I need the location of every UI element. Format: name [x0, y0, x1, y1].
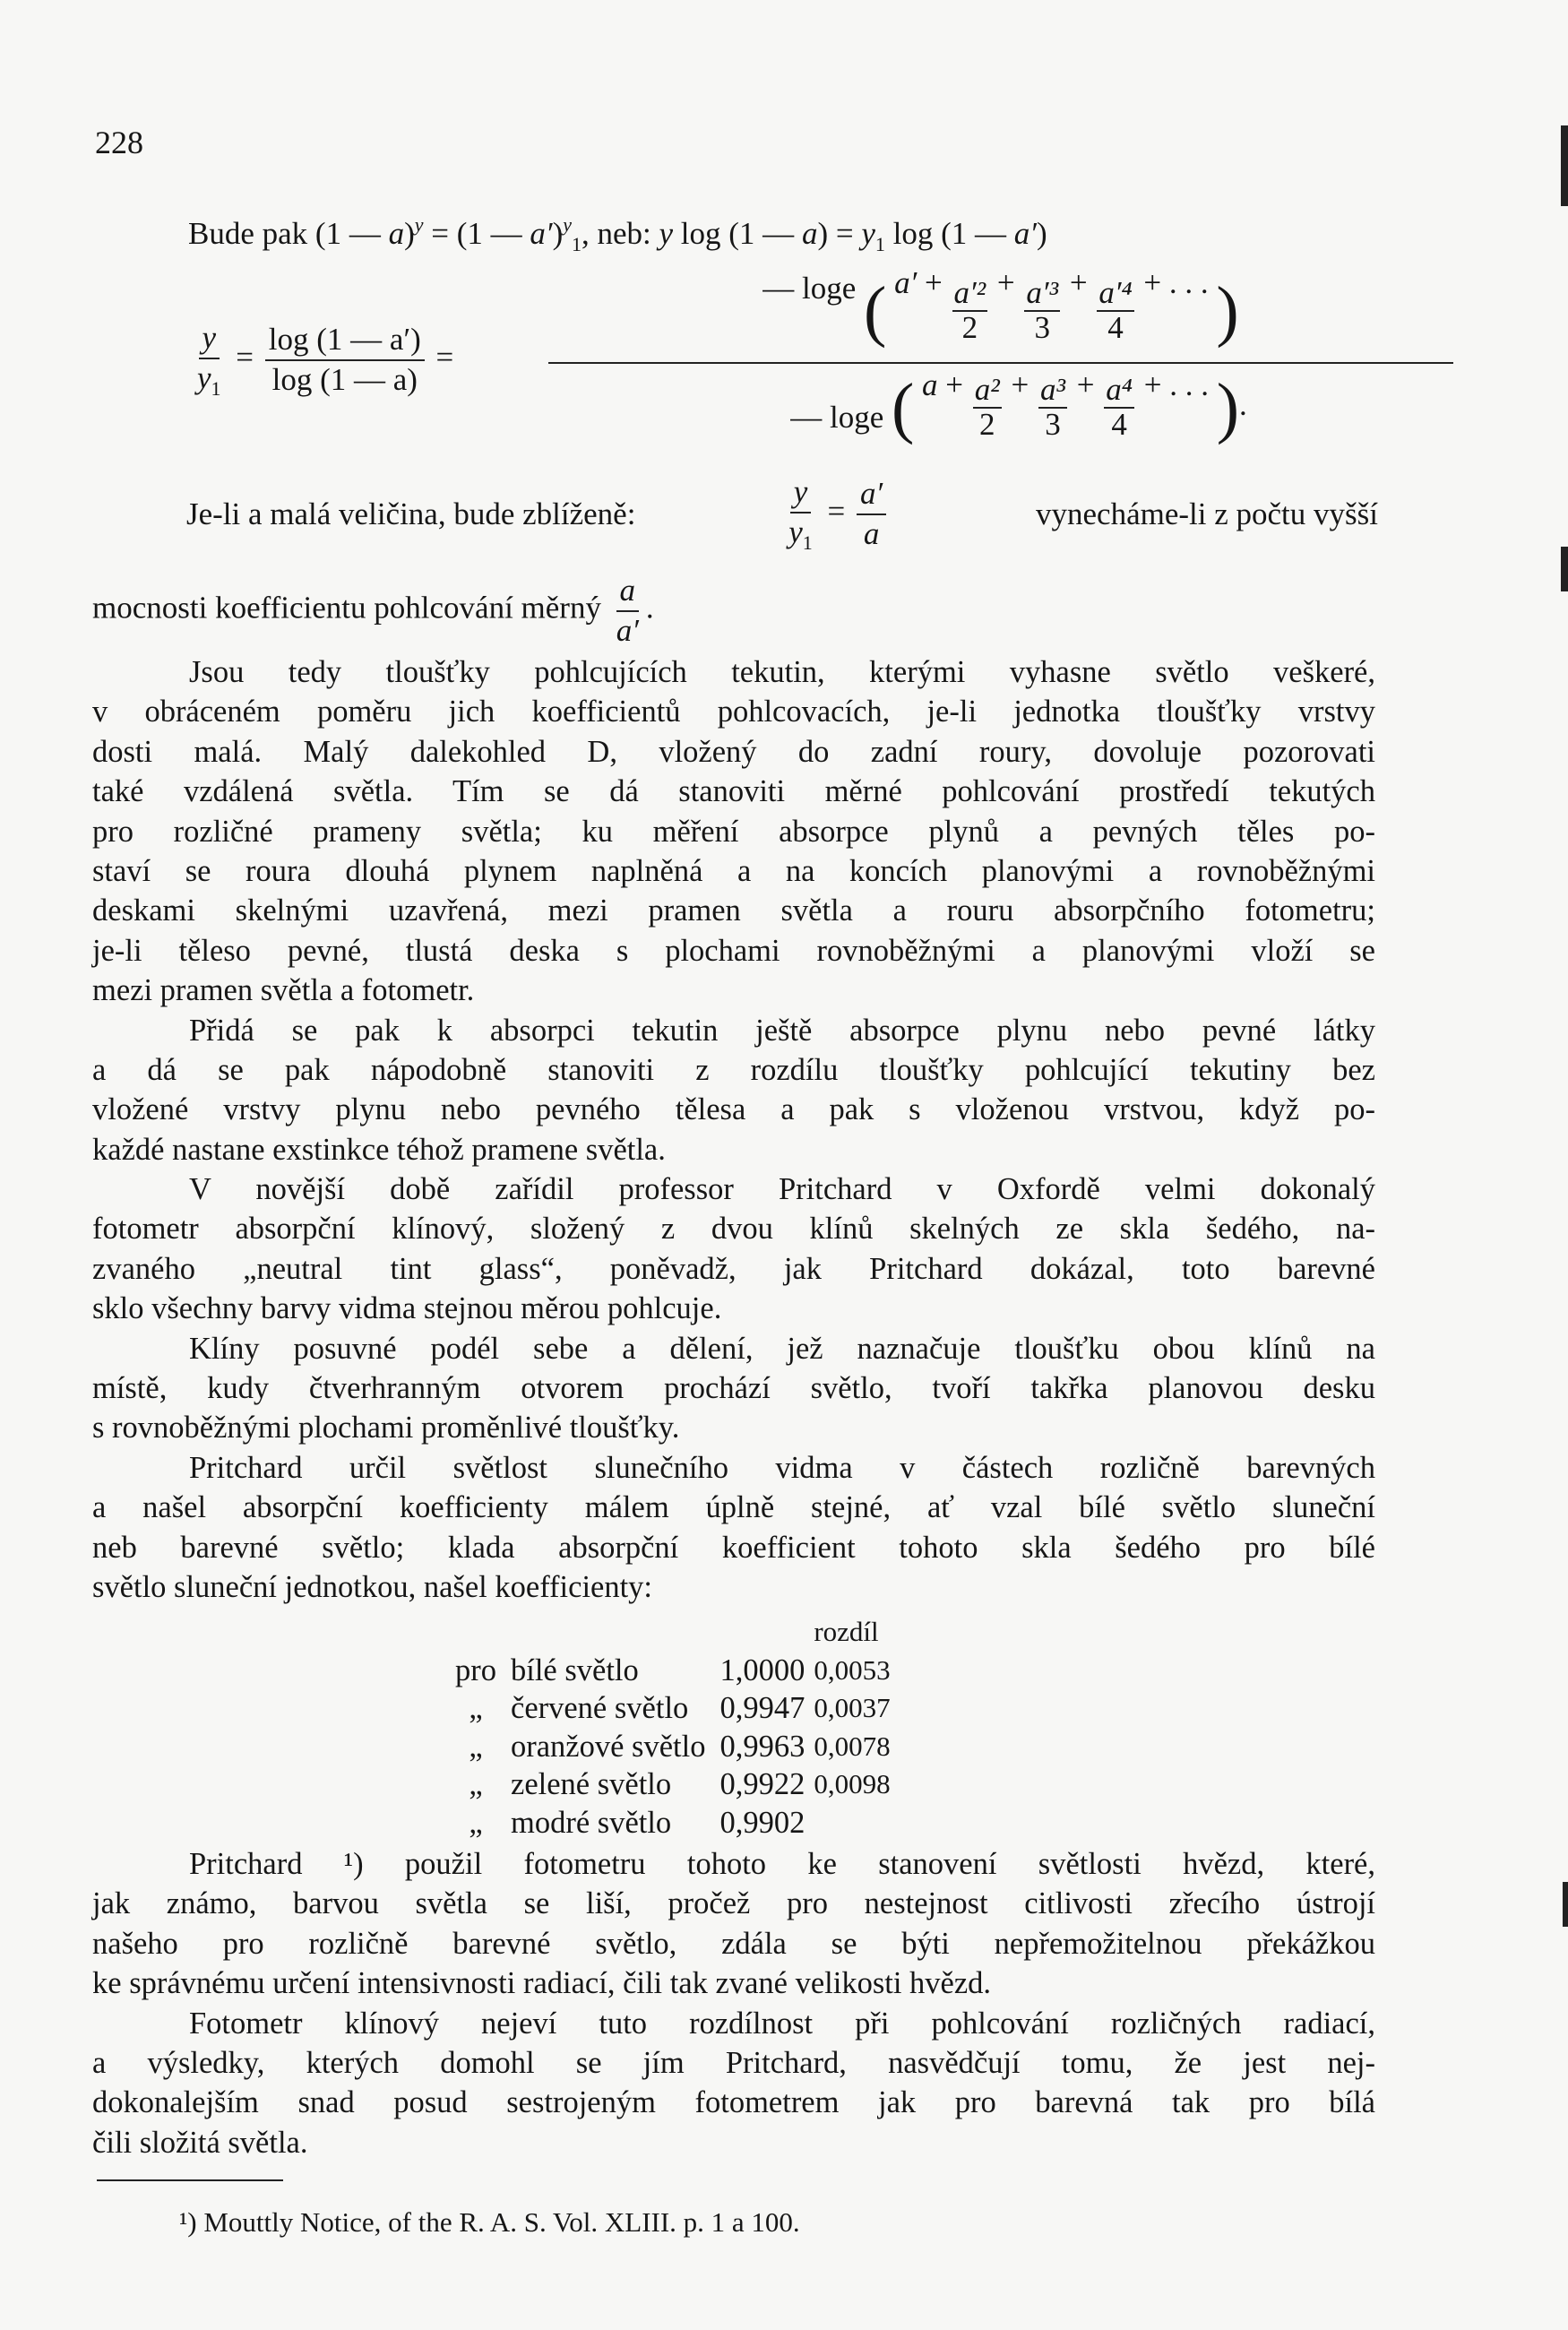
denominator: 4 — [1111, 406, 1127, 442]
text-line: Jsou tedy tloušťky pohlcujících tekutin, kterými vyhasne světlo veškeré, — [189, 655, 1375, 689]
cell-label: modré světlo — [511, 1805, 672, 1840]
term: a — [922, 367, 938, 402]
numerator: a — [616, 574, 640, 612]
text-line: a dá se pak nápodobně stanoviti z rozdílu tloušťky pohlcující tekutiny bez — [92, 1052, 1375, 1087]
text-line: Pritchard ¹) použil fotometru tohoto ke stanovení světlosti hvězd, které, — [189, 1847, 1375, 1881]
subscript: 1 — [802, 531, 813, 554]
term: a² — [974, 372, 1000, 408]
text-line: také vzdálená světla. Tím se dá stanoviti měrné pohlcování prostředí tekutých — [92, 774, 1375, 809]
denominator: a — [863, 515, 880, 551]
denominator: 2 — [961, 309, 978, 345]
numerator: y — [199, 321, 220, 359]
text-line: je-li těleso pevné, tlustá deska s plochami rovnoběžnými a planovými vloží se — [92, 933, 1375, 968]
ratio-a-a-prime — [613, 574, 642, 648]
term: a′⁴ — [1098, 275, 1133, 311]
table-row — [448, 1765, 898, 1804]
term: a′² — [953, 275, 986, 311]
text-line: sklo všechny barvy vidma stejnou měrou pohlcuje. — [92, 1291, 722, 1326]
math-segment: , neb: — [581, 216, 659, 251]
text-line: našeho pro rozličně barevné světlo, zdála se býti nepřemožitelnou překážkou — [92, 1926, 1375, 1961]
math-segment: log (1 — — [884, 216, 1014, 251]
table-header-row — [448, 1613, 898, 1652]
cell-label: červené světlo — [511, 1691, 689, 1725]
cell-diff: 0,0037 — [814, 1692, 891, 1723]
fraction-bar — [548, 362, 1453, 364]
body-text-bottom — [92, 1844, 1375, 2162]
cell-prefix: pro — [455, 1653, 496, 1687]
equals-sign: = — [435, 339, 454, 375]
approximation-line — [186, 475, 1378, 554]
math-segment: ) — [552, 216, 564, 251]
math-segment: a — [801, 216, 818, 251]
denominator: 4 — [1107, 309, 1124, 345]
text-line: V novější době zařídil professor Pritchard v Oxfordě velmi dokonalý — [189, 1172, 1375, 1207]
plus: + — [1076, 367, 1095, 402]
cell-prefix: „ — [469, 1805, 483, 1840]
plus: + — [1011, 367, 1030, 402]
approx-text: Je-li a malá veličina, bude zblíženě: — [186, 496, 636, 531]
text-line: vložené vrstvy plynu nebo pevného tělesa a pak s vloženou vrstvou, když po- — [92, 1092, 1375, 1127]
text-line: místě, kudy čtverhranným otvorem prochází světlo, tvoří takřka planovou desku — [92, 1371, 1375, 1406]
denominator: y — [788, 513, 803, 549]
text-line: dosti malá. Malý dalekohled D, vložený do zadní roury, dovoluje pozorovati — [92, 734, 1375, 769]
text-line: neb barevné světlo; klada absorpční koefficient tohoto skla šedého pro bílé — [92, 1530, 1375, 1565]
period: . — [1239, 387, 1247, 422]
text-line: jak známo, barvou světla se liší, pročež pro nestejnost citlivosti zřecího ústrojí — [92, 1886, 1375, 1921]
text-line: deskami skelnými uzavřená, mezi pramen světla a rouru absorpčního fotometru; — [92, 893, 1375, 928]
text-line: fotometr absorpční klínový, složený z dvou klínů skelných ze skla šedého, na- — [92, 1212, 1375, 1247]
cell-diff: 0,0098 — [814, 1768, 891, 1799]
text-line: Přidá se pak k absorpci tekutin ještě absorpce plynu nebo pevné látky — [189, 1013, 1375, 1048]
series-numerator — [548, 265, 1453, 358]
cell-value: 0,9947 — [719, 1691, 806, 1725]
math-segment: y — [414, 213, 424, 236]
cell-label: bílé světlo — [511, 1653, 639, 1687]
math-segment: y — [659, 216, 674, 251]
ellipsis: + . . . — [1143, 265, 1209, 300]
term: a³ — [1040, 372, 1066, 408]
table-row — [448, 1804, 898, 1842]
series-denominator — [548, 367, 1453, 445]
approx-tail-text: vynecháme-li z počtu vyšší — [1036, 496, 1378, 531]
math-segment: y — [563, 213, 572, 236]
footnote: ¹) Mouttly Notice, of the R. A. S. Vol. XLIII. p. 1 a 100. — [179, 2206, 800, 2238]
header-diff: rozdíl — [814, 1616, 879, 1647]
equals-sign: = — [236, 339, 254, 375]
log-ratio — [265, 323, 425, 397]
paren: ( — [864, 272, 887, 349]
text-line: čili složitá světla. — [92, 2125, 308, 2160]
cell-label: zelené světlo — [511, 1767, 672, 1801]
cell-diff: 0,0078 — [814, 1730, 891, 1762]
text-line: v obráceném poměru jich koefficientů pohlcovacích, je-li jednotka tloušťky vrstvy — [92, 695, 1375, 729]
plus: + — [945, 367, 964, 402]
mocnosti-line — [92, 574, 654, 648]
scan-edge-mark — [1561, 547, 1568, 591]
ellipsis: + . . . — [1143, 367, 1209, 402]
coefficient-table — [448, 1613, 898, 1842]
mocnosti-text: mocnosti koefficientu pohlcování měrný — [92, 590, 601, 626]
denominator: 3 — [1045, 406, 1061, 442]
math-segment: ) — [1036, 216, 1047, 251]
text-line: zvaného „neutral tint glass“, poněvadž, jak Pritchard dokázal, toto barevné — [92, 1251, 1375, 1286]
equals-sign: = — [827, 493, 846, 529]
cell-diff: 0,0053 — [814, 1653, 891, 1686]
scan-edge-mark — [1561, 125, 1568, 206]
text-line: Pritchard určil světlost slunečního vidma v částech rozličně barevných — [189, 1450, 1375, 1485]
subscript: 1 — [211, 376, 221, 400]
denominator: y — [197, 359, 211, 395]
cell-diff — [810, 1804, 897, 1842]
loge-label: — loge — [762, 271, 857, 306]
cell-value: 0,9963 — [719, 1729, 806, 1764]
text-line: ke správnému určení intensivnosti radiací, čili tak zvané velikosti hvězd. — [92, 1966, 992, 2001]
table-row — [448, 1728, 898, 1766]
paren: ( — [891, 369, 915, 445]
text-line: a našel absorpční koefficienty málem úplně stejné, ať vzal bílé světlo sluneční — [92, 1490, 1375, 1525]
text-line: pro rozličné prameny světla; ku měření absorpce plynů a pevných těles po- — [92, 814, 1375, 849]
text-line: s rovnoběžnými plochami proměnlivé tloušťky. — [92, 1411, 680, 1445]
text-line: a výsledky, kterých domohl se jím Pritchard, nasvědčují tomu, že jest nej- — [92, 2045, 1375, 2080]
cell-prefix: „ — [469, 1691, 483, 1725]
text-line: dokonalejším snad posud sestrojeným fotometrem jak pro barevná tak pro bílá — [92, 2085, 1375, 2120]
cell-prefix: „ — [469, 1767, 483, 1801]
text-line: světlo sluneční jednotkou, našel koefficienty: — [92, 1569, 653, 1604]
text-line: Fotometr klínový nejeví tuto rozdílnost při pohlcování rozličných radiací, — [189, 2006, 1375, 2041]
cell-value: 0,9922 — [719, 1767, 806, 1801]
term: a⁴ — [1106, 372, 1133, 408]
ratio-equation — [190, 265, 1265, 462]
math-segment: a — [388, 216, 405, 251]
cell-value: 1,0000 — [719, 1653, 806, 1687]
denominator: 3 — [1034, 309, 1050, 345]
numerator: y — [790, 475, 812, 513]
math-segment: ) — [404, 216, 415, 251]
math-segment: = (1 — — [423, 216, 530, 251]
numerator: log (1 — a′) — [265, 323, 425, 361]
term: a′ — [894, 265, 918, 300]
plus: + — [996, 265, 1015, 300]
math-segment: a′ — [530, 216, 553, 251]
paren: ) — [1216, 369, 1240, 445]
loge-label: — loge — [790, 400, 884, 435]
math-segment: a′ — [1013, 216, 1037, 251]
math-segment: ) = — [817, 216, 862, 251]
ratio-y-y1 — [785, 475, 816, 554]
table-row — [448, 1652, 898, 1690]
ratio-y-y1 — [194, 321, 225, 400]
body-text-top — [92, 652, 1375, 1607]
plus: + — [925, 265, 943, 300]
series-fraction — [548, 265, 1453, 445]
table-row — [448, 1689, 898, 1728]
footnote-rule — [97, 2179, 283, 2181]
equation-line-1 — [188, 213, 1047, 256]
term: a′³ — [1026, 275, 1059, 311]
period: . — [645, 590, 654, 626]
scan-edge-mark — [1563, 1882, 1568, 1927]
cell-label: oranžové světlo — [511, 1729, 706, 1764]
text-line: mezi pramen světla a fotometr. — [92, 973, 475, 1008]
paren: ) — [1216, 272, 1239, 349]
text-line: Klíny posuvné podél sebe a dělení, jež naznačuje tloušťku obou klínů na — [189, 1331, 1375, 1366]
text-line: staví se roura dlouhá plynem naplněná a na koncích planovými a rovnoběžnými — [92, 853, 1375, 888]
denominator: 2 — [979, 406, 995, 442]
cell-value: 0,9902 — [719, 1805, 806, 1840]
page-number: 228 — [95, 125, 143, 160]
ratio-a-prime-a — [857, 477, 886, 551]
text-line: každé nastane exstinkce téhož pramene světla. — [92, 1132, 666, 1167]
plus: + — [1069, 265, 1088, 300]
cell-prefix: „ — [469, 1729, 483, 1764]
math-segment: log (1 — — [673, 216, 802, 251]
numerator: a′ — [857, 477, 886, 515]
denominator: log (1 — a) — [271, 361, 418, 397]
math-segment: Bude pak (1 — — [188, 216, 389, 251]
math-segment: y — [861, 216, 875, 251]
math-segment: 1 — [874, 233, 885, 255]
math-segment: 1 — [571, 233, 582, 255]
denominator: a′ — [616, 612, 639, 648]
